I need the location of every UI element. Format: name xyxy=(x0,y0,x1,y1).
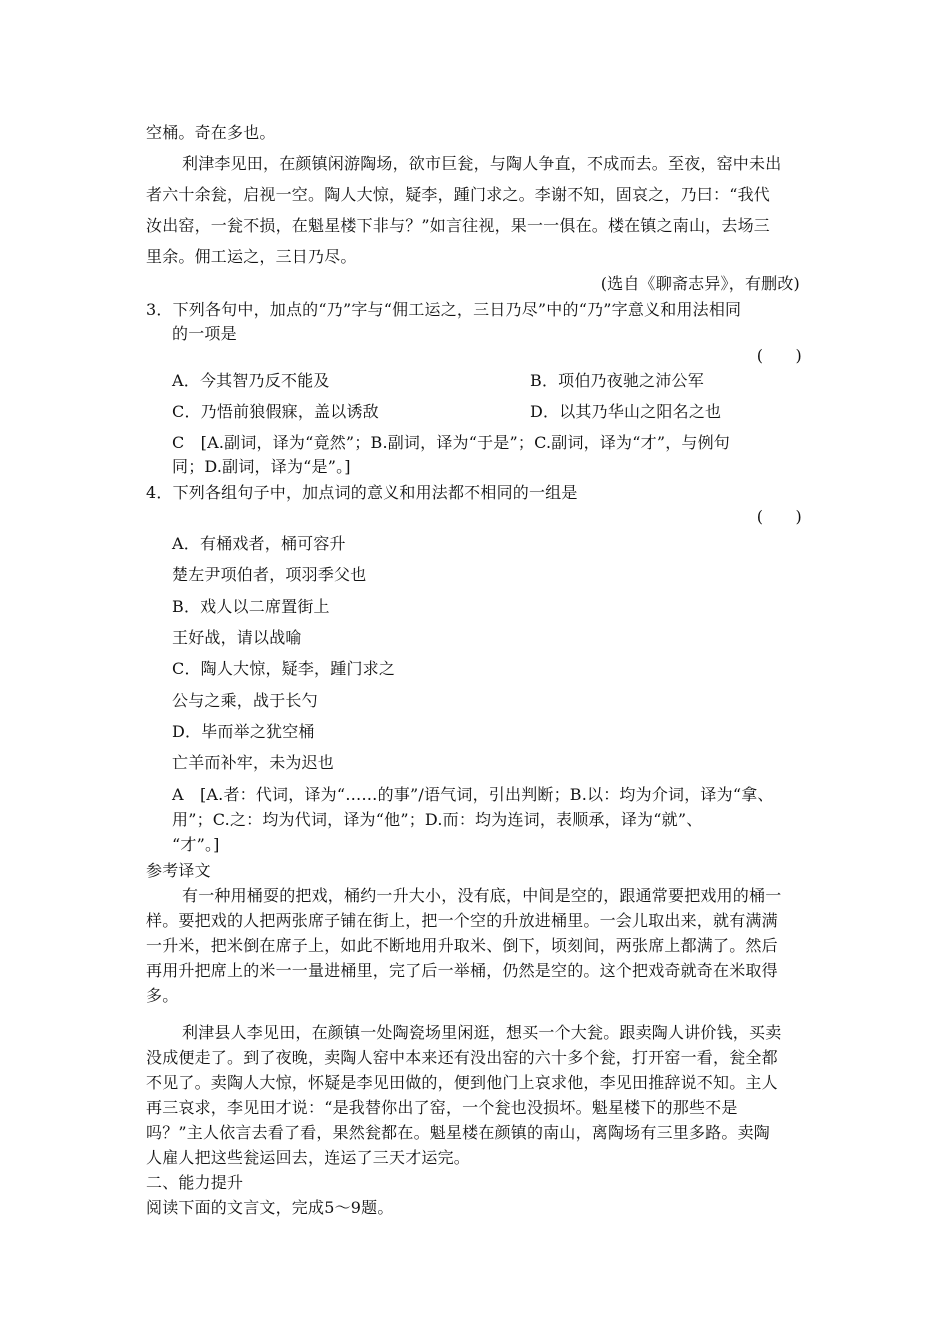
answer-explanation-cont: “才”。] xyxy=(172,835,220,854)
answer-explanation: A [A.者：代词，译为“……的事”/语气词，引出判断；B.以：均为介词，译为“拿、 xyxy=(172,785,774,804)
question-3-stem-cont: 的一项是 xyxy=(172,324,237,343)
passage-line: 里余。佣工运之，三日乃尽。 xyxy=(146,247,357,266)
option-d: D．以其乃华山之阳名之也 xyxy=(530,402,722,421)
passage-line: 汝出窑，一瓮不损，在魁星楼下非与？”如言往视，果一一俱在。楼在镇之南山，去场三 xyxy=(146,216,770,235)
passage-line: 利津李见田，在颜镇闲游陶场，欲市巨瓮，与陶人争直，不成而去。至夜，窑中未出 xyxy=(182,154,782,173)
answer-blank: ( ) xyxy=(756,346,802,365)
option-d-line2: 亡羊而补牢，未为迟也 xyxy=(172,753,335,772)
translation-line: 不见了。卖陶人大惊，怀疑是李见田做的，便到他门上哀求他，李见田推辞说不知。主人 xyxy=(146,1073,778,1092)
question-3-stem: 3．下列各句中，加点的“乃”字与“佣工运之，三日乃尽”中的“乃”字意义和用法相同 xyxy=(146,300,742,319)
translation-line: 有一种用桶耍的把戏，桶约一升大小，没有底，中间是空的，跟通常要把戏用的桶一 xyxy=(182,886,782,905)
option-d-line1: D．毕而举之犹空桶 xyxy=(172,722,315,741)
passage-source: (选自《聊斋志异》，有删改) xyxy=(600,274,800,293)
passage-line: 者六十余瓮，启视一空。陶人大惊，疑李，踵门求之。李谢不知，固哀之，乃曰：“我代 xyxy=(146,185,770,204)
option-a-line2: 楚左尹项伯者，项羽季父也 xyxy=(172,565,367,584)
translation-line: 样。要把戏的人把两张席子铺在街上，把一个空的升放进桶里。一会儿取出来，就有满满 xyxy=(146,911,778,930)
translation-line: 利津县人李见田，在颜镇一处陶瓷场里闲逛，想买一个大瓮。跟卖陶人讲价钱，买卖 xyxy=(182,1023,782,1042)
option-b-line1: B．戏人以二席置街上 xyxy=(172,597,330,616)
translation-heading: 参考译文 xyxy=(146,861,211,880)
option-a-line1: A．有桶戏者，桶可容升 xyxy=(172,534,346,553)
translation-line: 多。 xyxy=(146,986,179,1005)
passage-line: 空桶。奇在多也。 xyxy=(146,123,276,142)
answer-explanation-cont: 同；D.副词，译为“是”。] xyxy=(172,457,351,476)
translation-line: 再用升把席上的米一一量进桶里，完了后一举桶，仍然是空的。这个把戏奇就奇在米取得 xyxy=(146,961,778,980)
question-4-stem: 4．下列各组句子中，加点词的意义和用法都不相同的一组是 xyxy=(146,483,578,502)
answer-explanation: C [A.副词，译为“竟然”；B.副词，译为“于是”；C.副词，译为“才”，与例句 xyxy=(172,433,731,452)
answer-explanation-cont: 用”；C.之：均为代词，译为“他”；D.而：均为连词，表顺承，译为“就”、 xyxy=(172,810,703,829)
answer-blank: ( ) xyxy=(756,507,802,526)
translation-line: 没成便走了。到了夜晚，卖陶人窑中本来还有没出窑的六十多个瓮，打开窑一看，瓮全都 xyxy=(146,1048,778,1067)
translation-line: 人雇人把这些瓮运回去，连运了三天才运完。 xyxy=(146,1148,471,1167)
section-heading: 二、能力提升 xyxy=(146,1173,244,1192)
option-b-line2: 王好战，请以战喻 xyxy=(172,628,302,647)
translation-line: 吗？”主人依言去看了看，果然瓮都在。魁星楼在颜镇的南山，离陶场有三里多路。卖陶 xyxy=(146,1123,770,1142)
translation-line: 再三哀求，李见田才说：“是我替你出了窑，一个瓮也没损坏。魁星楼下的那些不是 xyxy=(146,1098,738,1117)
section-instruction: 阅读下面的文言文，完成5～9题。 xyxy=(146,1198,394,1217)
option-a: A．今其智乃反不能及 xyxy=(172,371,330,390)
translation-line: 一升米，把米倒在席子上，如此不断地用升取米、倒下，顷刻间，两张席上都满了。然后 xyxy=(146,936,778,955)
option-c-line2: 公与之乘，战于长勺 xyxy=(172,691,318,710)
option-c: C．乃悟前狼假寐，盖以诱敌 xyxy=(172,402,379,421)
option-c-line1: C．陶人大惊，疑李，踵门求之 xyxy=(172,659,396,678)
option-b: B．项伯乃夜驰之沛公军 xyxy=(530,371,704,390)
